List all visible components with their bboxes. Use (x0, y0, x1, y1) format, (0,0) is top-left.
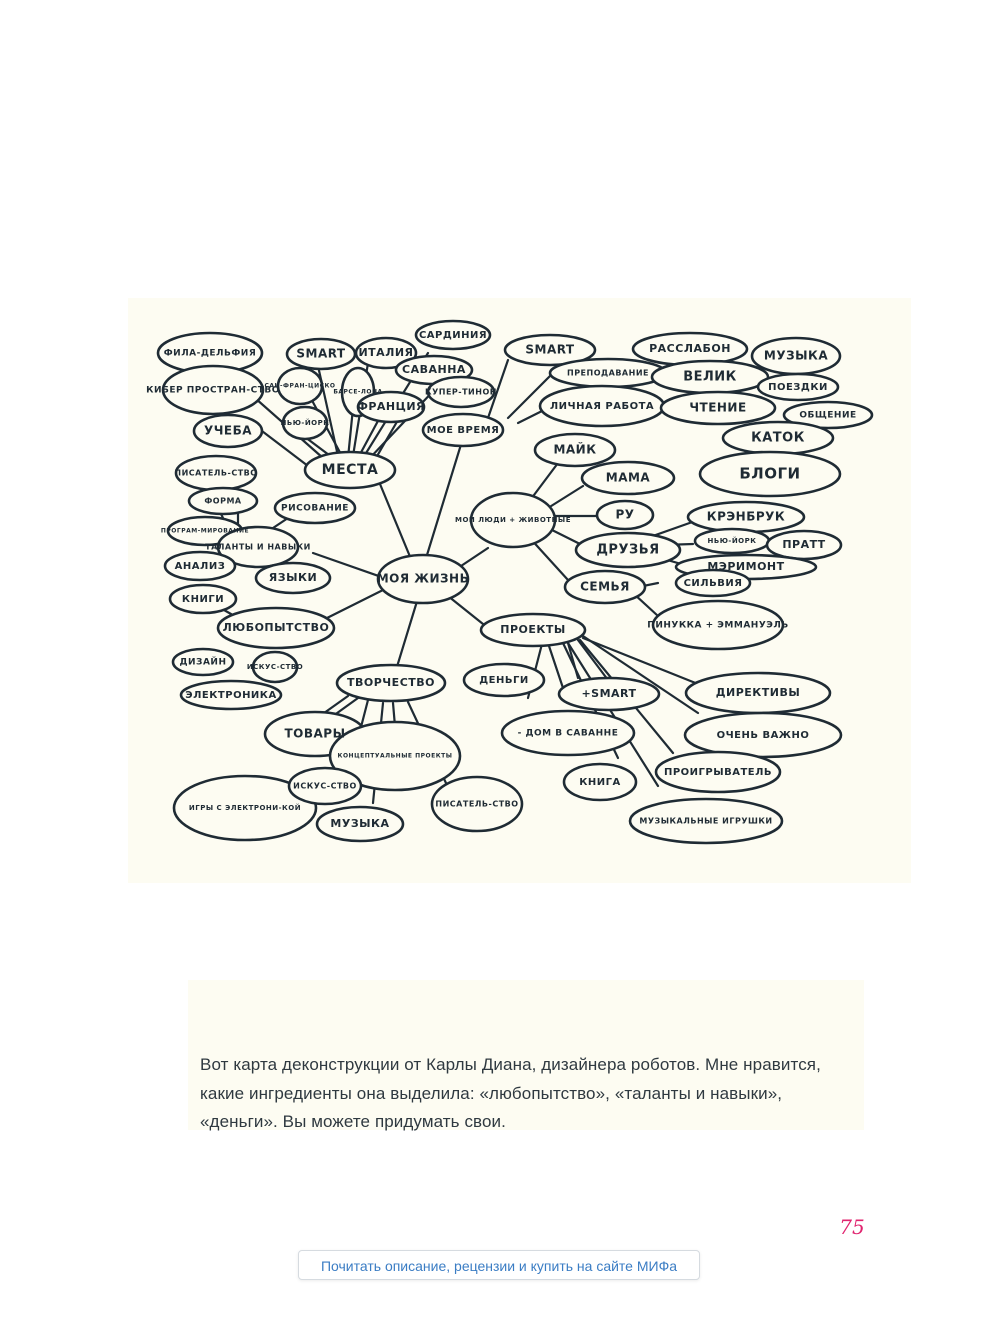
node-muzyka-bottom: МУЗЫКА (330, 817, 390, 830)
node-muz-igrushki: МУЗЫКАЛЬНЫЕ ИГРУШКИ (639, 816, 773, 826)
node-ru: РУ (615, 507, 635, 522)
node-italia: ИТАЛИЯ (358, 346, 414, 359)
node-rasslabon: РАССЛАБОН (649, 342, 731, 355)
node-kupertino: КУПЕР-ТИНОН (425, 387, 497, 397)
node-lichnaya-rabota: ЛИЧНАЯ РАБОТА (549, 401, 655, 412)
node-smart-proj: +SMART (581, 687, 637, 700)
node-katok: КАТОК (751, 430, 805, 446)
node-knigi: КНИГИ (181, 594, 225, 605)
node-talanty: ТАЛАНТЫ И НАВЫКИ (205, 542, 311, 552)
node-yazyki: ЯЗЫКИ (268, 571, 318, 584)
node-filadelfia: ФИЛА-ДЕЛЬФИЯ (163, 348, 257, 359)
node-risovanie: РИСОВАНИЕ (281, 503, 349, 514)
node-proigryvatel: ПРОИГРЫВАТЕЛЬ (663, 767, 773, 778)
node-nyuyork-small: НЬЮ-ЙОРК (707, 537, 757, 545)
mind-map-drawing (128, 298, 911, 883)
node-poezdki: ПОЕЗДКИ (768, 382, 828, 393)
node-semya: СЕМЬЯ (580, 579, 630, 594)
node-pratt: ПРАТТ (782, 538, 826, 551)
page-number: 75 (839, 1215, 865, 1239)
node-velik: ВЕЛИК (683, 369, 737, 385)
node-analiz: АНАЛИЗ (174, 561, 226, 572)
node-prepodavanie: ПРЕПОДАВАНИЕ (567, 368, 649, 378)
node-moe-vremya: МОЕ ВРЕМЯ (426, 425, 500, 436)
node-smart-top: SMART (296, 346, 346, 361)
node-smart-time: SMART (525, 342, 575, 357)
node-sanfran: САН-ФРАН-ЦИСКО (264, 382, 336, 390)
node-elektronika: ЭЛЕКТРОНИКА (185, 690, 277, 701)
node-moi-lyudi: МОИ ЛЮДИ + ЖИВОТНЫЕ (455, 516, 571, 524)
node-iskusstvo-small: ИСКУС-СТВО (246, 663, 304, 671)
node-druzya: ДРУЗЬЯ (596, 542, 660, 558)
node-mama: МАМА (605, 470, 651, 485)
node-kiber: КИБЕР ПРОСТРАН-СТВО (146, 385, 280, 396)
node-merimont: МЭРИМОНТ (707, 560, 785, 573)
map-bubbles (158, 321, 872, 843)
node-iskusstvo: ИСКУС-СТВО (293, 781, 357, 791)
node-obshchenie: ОБЩЕНИЕ (799, 410, 857, 421)
node-programmirovanie: ПРОГРАМ-МИРОВАНИЕ (160, 527, 250, 535)
node-direktivy: ДИРЕКТИВЫ (715, 686, 801, 699)
node-savanna: САВАННА (402, 363, 466, 376)
node-pisatelstvo-bottom: ПИСАТЕЛЬ-СТВО (435, 799, 519, 809)
shop-link-button[interactable]: Почитать описание, рецензии и купить на сайте МИФа (298, 1250, 700, 1280)
node-igry: ИГРЫ С ЭЛЕКТРОНИ-КОЙ (188, 804, 302, 812)
node-mesta: МЕСТА (321, 462, 379, 478)
node-pisatelstvo-left: ПИСАТЕЛЬ-СТВО (174, 468, 258, 478)
node-forma: ФОРМА (204, 496, 242, 506)
mind-map-figure (128, 298, 911, 883)
node-silviya: СИЛЬВИЯ (683, 578, 743, 589)
node-chtenie: ЧТЕНИЕ (689, 400, 747, 415)
node-sardinia: САРДИНИЯ (418, 330, 488, 341)
node-francia: ФРАНЦИЯ (356, 400, 426, 413)
node-dizain: ДИЗАЙН (179, 657, 227, 668)
node-nyuyork: НЬЮ-ЙОРК (280, 419, 330, 427)
node-barselona: БАРСЕ-ЛОНА (333, 388, 383, 396)
node-tvorchestvo: ТВОРЧЕСТВО (346, 676, 436, 689)
node-dengi: ДЕНЬГИ (479, 675, 529, 686)
node-ochen-vazhno: ОЧЕНЬ ВАЖНО (716, 730, 810, 741)
node-maik: МАЙК (553, 442, 597, 457)
node-konceptualnye: КОНЦЕПТУАЛЬНЫЕ ПРОЕКТЫ (337, 752, 453, 760)
node-kniga: КНИГА (579, 777, 621, 788)
node-tovary: ТОВАРЫ (284, 726, 346, 741)
node-pinukka: ПИНУККА + ЭММАНУЭЛЬ (647, 620, 789, 631)
node-blogi: БЛОГИ (739, 464, 801, 483)
node-center: МОЯ ЖИЗНЬ (376, 571, 470, 586)
node-lyubopytstvo: ЛЮБОПЫТСТВО (222, 621, 330, 634)
node-uchoba: УЧЕБА (203, 423, 253, 438)
caption-box (188, 980, 864, 1130)
figure-caption: Вот карта деконструкции от Карлы Диана, дизайнера роботов. Мне нравится, какие ингредиенты она выделила: «любопытство», «таланты и навыки», «деньги». Вы можете придумать свои. (200, 1055, 821, 1131)
node-proekty: ПРОЕКТЫ (500, 623, 566, 636)
node-muzyka-top: МУЗЫКА (763, 348, 829, 363)
node-krenbruk: КРЭНБРУК (706, 509, 786, 524)
node-dom-savanna: - ДОМ В САВАННЕ (517, 728, 619, 739)
